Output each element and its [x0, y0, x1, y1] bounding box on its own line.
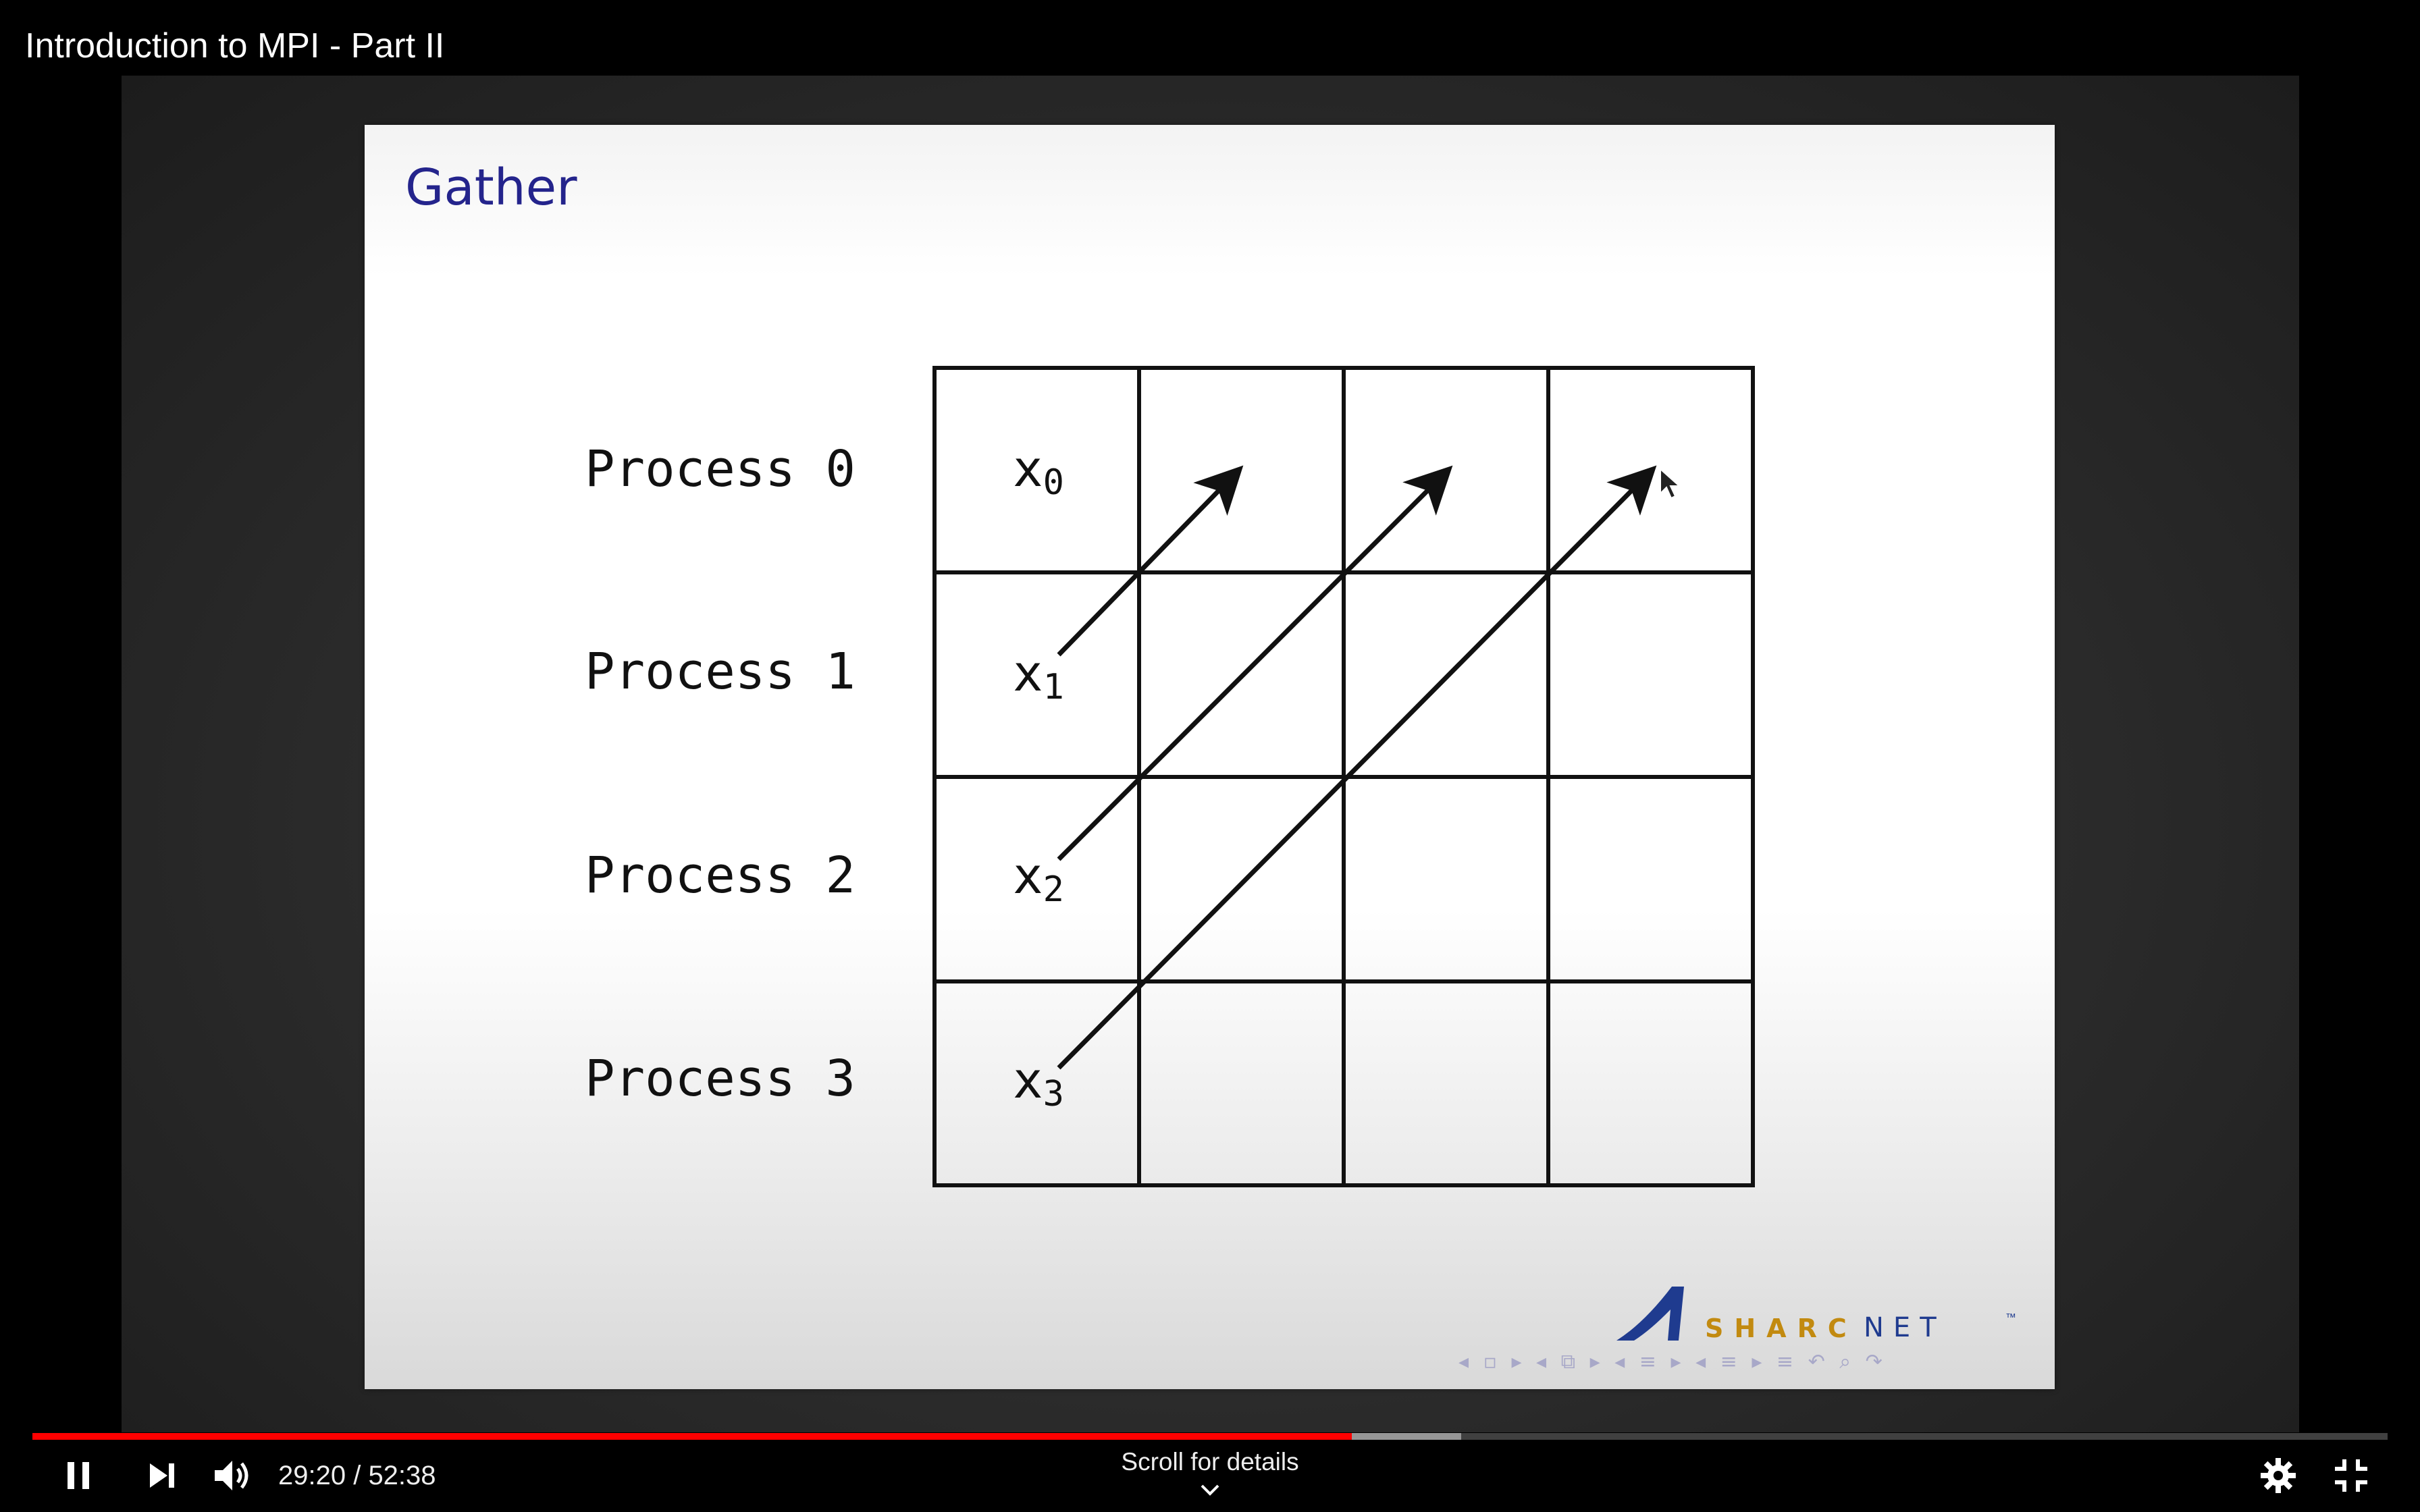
video-title: Introduction to MPI - Part II — [25, 26, 445, 65]
scroll-for-details[interactable]: Scroll for details — [1121, 1448, 1299, 1476]
gear-icon — [2259, 1457, 2297, 1494]
gather-arrow-x2 — [1059, 470, 1448, 859]
gather-arrow-x1 — [1059, 470, 1238, 655]
exit-fullscreen-icon — [2332, 1457, 2370, 1494]
volume-icon — [212, 1457, 253, 1494]
pause-button[interactable] — [54, 1451, 103, 1500]
cell-value-x3: x3 — [1013, 1052, 1064, 1114]
sharcnet-logo-tm: ™ — [2005, 1312, 2016, 1324]
pause-icon — [61, 1458, 96, 1493]
cell-value-x2: x2 — [1013, 847, 1064, 910]
progress-played — [32, 1433, 1352, 1440]
mouse-cursor-icon — [1659, 468, 1682, 502]
beamer-navigation: ◂ ▫ ▸ ◂ ⧉ ▸ ◂ ≡ ▸ ◂ ≡ ▸ ≡ ↶ ⌕ ↷ — [1458, 1350, 1887, 1374]
slide-title: Gather — [405, 159, 577, 217]
time-display: 29:20 / 52:38 — [278, 1461, 436, 1490]
next-button[interactable] — [138, 1451, 186, 1500]
sharcnet-logo-text-net: NET — [1864, 1312, 1946, 1343]
volume-button[interactable] — [208, 1451, 257, 1500]
settings-button[interactable] — [2254, 1451, 2303, 1500]
process-label-3: Process 3 — [585, 1050, 856, 1108]
exit-fullscreen-button[interactable] — [2327, 1451, 2375, 1500]
sharcnet-logo-mark — [1614, 1282, 1702, 1343]
sharcnet-logo — [1614, 1282, 2019, 1343]
process-label-0: Process 0 — [585, 440, 856, 498]
cell-value-x0: x0 — [1013, 440, 1064, 503]
process-label-1: Process 1 — [585, 643, 856, 701]
cell-value-x1: x1 — [1013, 645, 1064, 707]
progress-bar[interactable] — [32, 1433, 2388, 1440]
sharcnet-logo-text: SHARC — [1705, 1314, 1858, 1343]
chevron-down-icon[interactable] — [1199, 1483, 1221, 1498]
next-icon — [144, 1458, 180, 1493]
process-label-2: Process 2 — [585, 846, 856, 905]
